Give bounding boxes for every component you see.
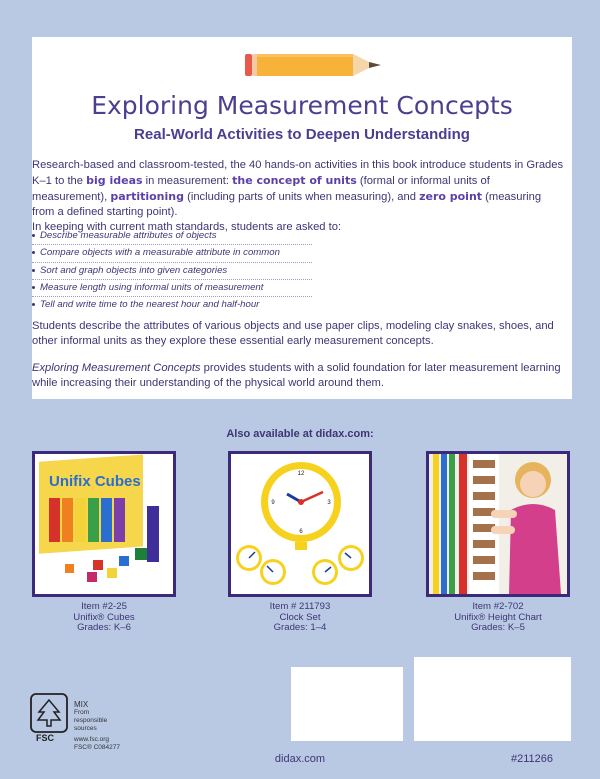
list-item: Sort and graph objects into given categories — [32, 262, 552, 279]
footer-url[interactable]: didax.com — [274, 753, 326, 765]
list-item: Compare objects with a measurable attribute in common — [32, 244, 552, 261]
product-image-unifix-cubes[interactable] — [32, 451, 176, 597]
height-chart-illustration — [429, 454, 567, 594]
unifix-cubes-illustration — [35, 454, 173, 594]
product-image-clock-set[interactable] — [228, 451, 372, 597]
list-item: Measure length using informal units of measurement — [32, 279, 552, 296]
product-caption-clock-set: Item # 211793 Clock Set Grades: 1–4 — [269, 601, 331, 633]
blank-label-area — [291, 667, 403, 741]
book-title-italic: Exploring Measurement Concepts — [32, 362, 201, 374]
box-label: Unifix Cubes — [49, 473, 141, 490]
clock-set-illustration — [231, 454, 369, 594]
zero-point-term: zero point — [419, 190, 483, 203]
pencil-icon — [245, 51, 389, 79]
also-available-heading: Also available at didax.com: — [226, 428, 374, 440]
fsc-logo — [30, 693, 120, 751]
svg-text:9: 9 — [271, 500, 275, 506]
product-number: #211266 — [511, 753, 554, 765]
product-image-height-chart[interactable] — [426, 451, 570, 597]
list-item: Tell and write time to the nearest hour and half-hour — [32, 296, 552, 313]
big-ideas-term: big ideas — [86, 174, 143, 187]
product-caption-unifix-cubes: Item #2-25 Unifix® Cubes Grades: K–6 — [73, 601, 135, 633]
product-caption-height-chart: Item #2-702 Unifix® Height Chart Grades: K–5 — [454, 601, 542, 633]
svg-text:3: 3 — [327, 500, 331, 506]
page-subtitle: Real-World Activities to Deepen Understanding — [134, 126, 470, 143]
svg-text:12: 12 — [297, 471, 305, 477]
content-panel — [32, 37, 572, 399]
intro-paragraph: Research-based and classroom-tested, the 40 hands-on activities in this book introduce students in Grades K–1 to the big ideas in measurement: the concept of units (formal or informal units of measurement), partitioning (including parts of units when measuring), and zero point (measuring from a defined starting point). In keeping with current math standards, students are asked to: — [32, 159, 564, 233]
svg-text:FSC: FSC — [36, 733, 54, 743]
fsc-text: MIX From responsible sources www.fsc.org FSC® C084277 — [74, 700, 120, 751]
list-item: Describe measurable attributes of objects — [32, 227, 552, 244]
partitioning-term: partitioning — [110, 190, 184, 203]
concept-units-term: the concept of units — [232, 174, 357, 187]
svg-text:6: 6 — [299, 529, 303, 535]
page-title: Exploring Measurement Concepts — [91, 91, 513, 120]
paragraph-two: Students describe the attributes of various objects and use paper clips, modeling clay snakes, shoes, and other informal units as they explore these essential early measurement concepts. — [32, 320, 554, 347]
barcode-area — [414, 657, 571, 741]
paragraph-three: Exploring Measurement Concepts provides students with a solid foundation for later measurement learning while increasing their understanding of the physical world around them. — [32, 362, 561, 389]
fsc-tree-icon — [30, 693, 70, 745]
bullet-list — [32, 227, 552, 313]
standards-line: In keeping with current math standards, students are asked to: — [32, 221, 342, 233]
